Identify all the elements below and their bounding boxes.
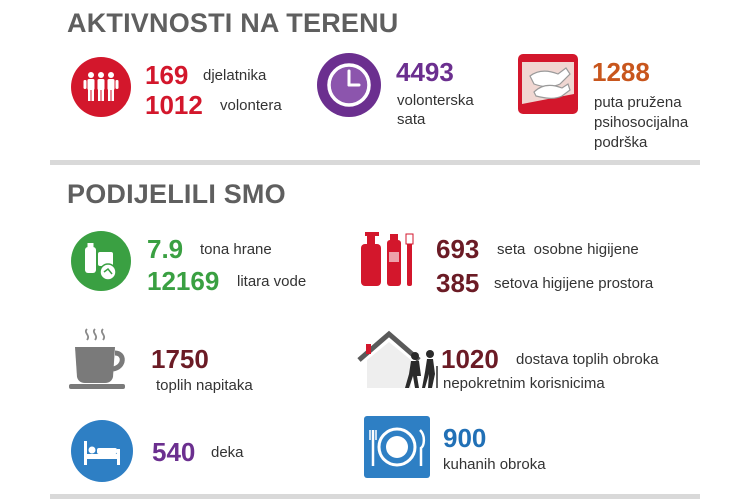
blankets-label: deka (211, 444, 244, 461)
hot-drinks-count: 1750 (151, 344, 209, 374)
staff-count: 169 (145, 60, 189, 90)
food-amount: 7.9 (147, 234, 184, 264)
hygiene-products-icon (357, 230, 425, 288)
support-label-line3: podrška (594, 134, 648, 151)
meal-delivery-label-line2: nepokretnim korisnicima (443, 375, 605, 392)
elderly-home-icon (357, 330, 439, 392)
water-label: litara vode (237, 273, 307, 290)
food-water-icon (70, 230, 132, 292)
bottom-divider (50, 494, 700, 499)
meals-label: kuhanih obroka (443, 456, 546, 473)
plate-cutlery-icon (364, 416, 430, 478)
clock-icon (316, 52, 382, 118)
support-label-line2: psihosocijalna (594, 114, 689, 131)
section-title-field: AKTIVNOSTI NA TERENU (67, 8, 399, 38)
hygiene-personal-label: seta osobne higijene (497, 241, 639, 258)
helping-hand-icon (518, 54, 578, 114)
section-divider (50, 160, 700, 165)
hot-cup-icon (67, 325, 133, 391)
support-label-line1: puta pružena (594, 94, 682, 111)
people-icon (70, 56, 132, 118)
hot-drinks-label: toplih napitaka (156, 377, 253, 394)
food-label: tona hrane (200, 241, 272, 258)
hygiene-space-label: setova higijene prostora (494, 275, 654, 292)
staff-label: djelatnika (203, 67, 267, 84)
section-title-shared: PODIJELILI SMO (67, 179, 286, 209)
hours-label-line1: volonterska (397, 92, 474, 109)
hours-label-line2: sata (397, 111, 426, 128)
bed-icon (70, 419, 134, 483)
volunteers-label: volontera (220, 97, 282, 114)
blankets-count: 540 (152, 437, 196, 467)
hygiene-personal-count: 693 (436, 234, 480, 264)
hygiene-space-count: 385 (436, 268, 480, 298)
water-amount: 12169 (147, 266, 220, 296)
meal-delivery-label-line1: dostava toplih obroka (516, 351, 659, 368)
hours-count: 4493 (396, 57, 454, 87)
volunteers-count: 1012 (145, 90, 203, 120)
meal-delivery-count: 1020 (441, 344, 499, 374)
meals-count: 900 (443, 423, 487, 453)
support-count: 1288 (592, 57, 650, 87)
